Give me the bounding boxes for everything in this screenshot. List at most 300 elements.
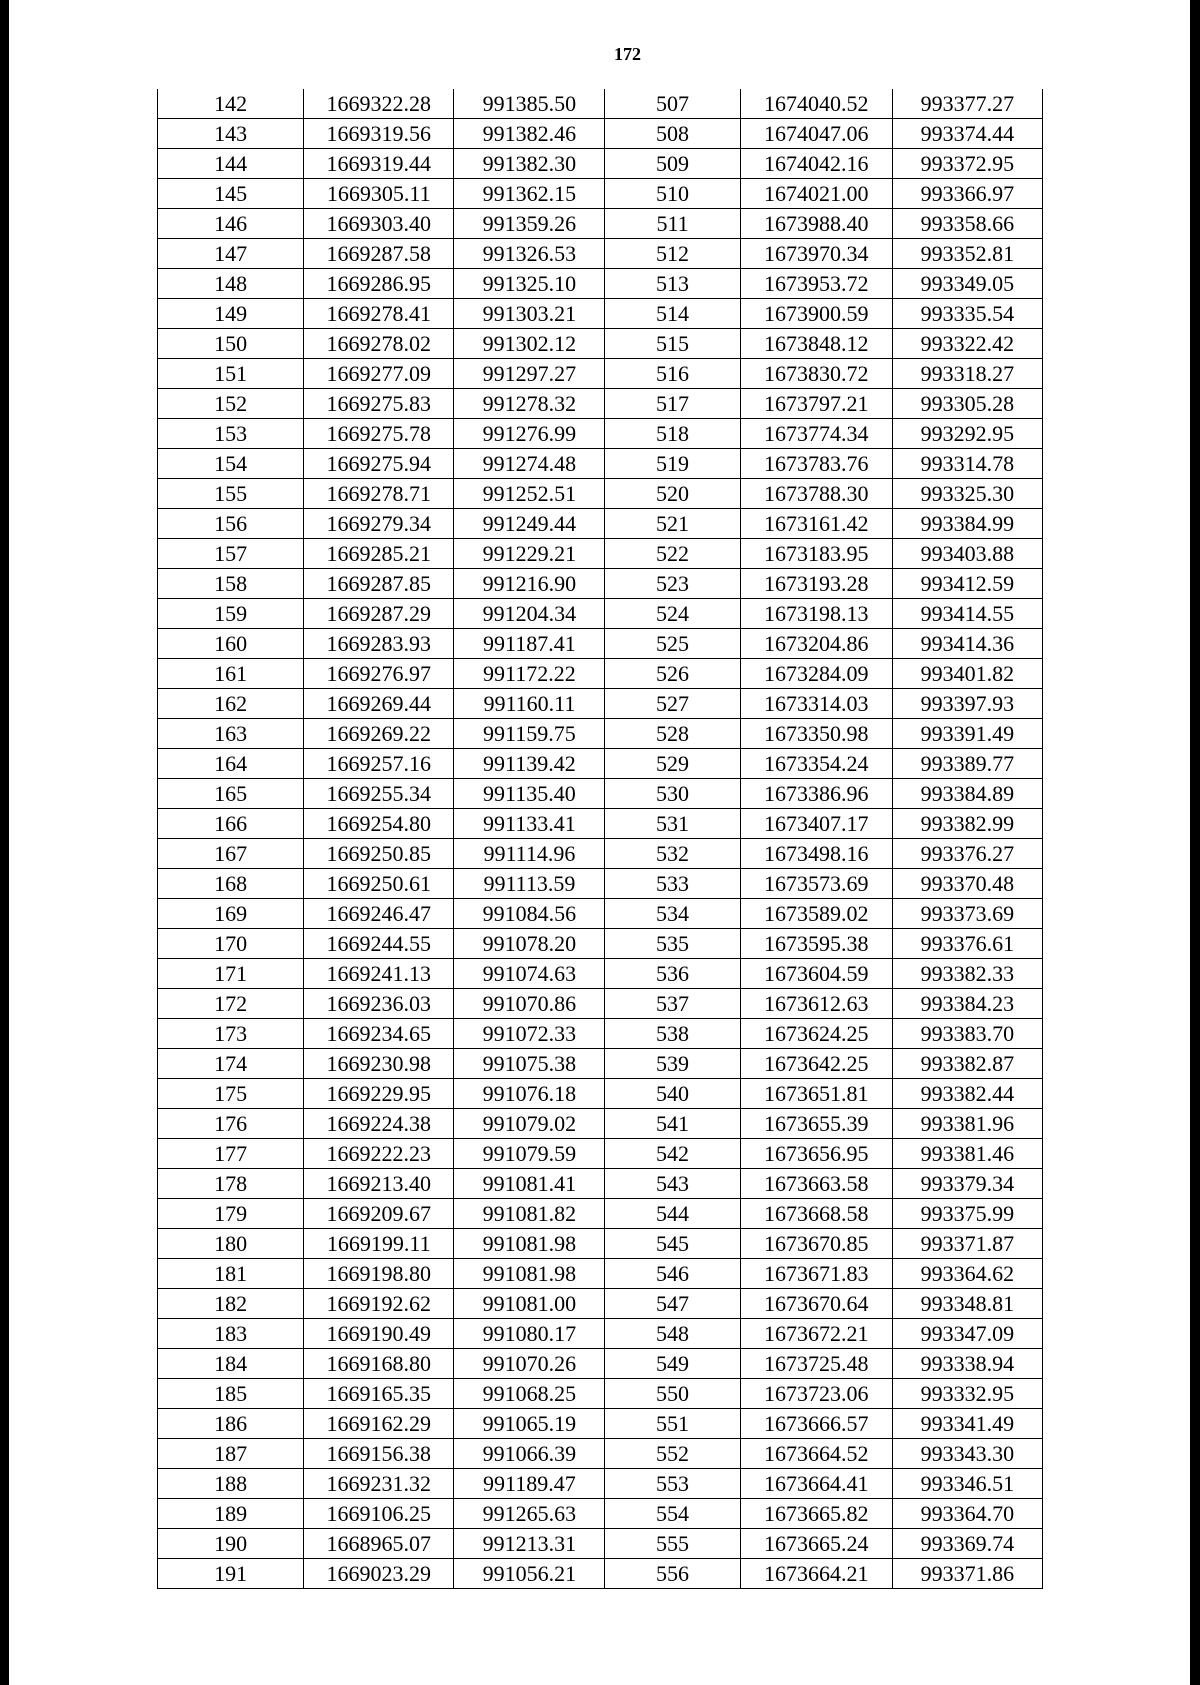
- point-id-cell: 509: [605, 149, 740, 179]
- y-coordinate-cell: 993375.99: [892, 1199, 1042, 1229]
- y-coordinate-cell: 993318.27: [892, 359, 1042, 389]
- x-coordinate-cell: 1674042.16: [740, 149, 892, 179]
- point-id-cell: 546: [605, 1259, 740, 1289]
- point-id-cell: 518: [605, 419, 740, 449]
- y-coordinate-cell: 993382.33: [892, 959, 1042, 989]
- x-coordinate-cell: 1673198.13: [740, 599, 892, 629]
- y-coordinate-cell: 991139.42: [454, 749, 605, 779]
- x-coordinate-cell: 1673407.17: [740, 809, 892, 839]
- x-coordinate-cell: 1669276.97: [304, 659, 454, 689]
- point-id-cell: 508: [605, 119, 740, 149]
- y-coordinate-cell: 991056.21: [454, 1559, 605, 1589]
- y-coordinate-cell: 993389.77: [892, 749, 1042, 779]
- point-id-cell: 515: [605, 329, 740, 359]
- x-coordinate-cell: 1674021.00: [740, 179, 892, 209]
- table-row: [158, 569, 1043, 599]
- x-coordinate-cell: 1669287.29: [304, 599, 454, 629]
- x-coordinate-cell: 1673350.98: [740, 719, 892, 749]
- point-id-cell: 185: [158, 1379, 304, 1409]
- point-id-cell: 540: [605, 1079, 740, 1109]
- y-coordinate-cell: 993391.49: [892, 719, 1042, 749]
- x-coordinate-cell: 1669231.32: [304, 1469, 454, 1499]
- x-coordinate-cell: 1673900.59: [740, 299, 892, 329]
- y-coordinate-cell: 991278.32: [454, 389, 605, 419]
- x-coordinate-cell: 1669246.47: [304, 899, 454, 929]
- y-coordinate-cell: 993376.27: [892, 839, 1042, 869]
- y-coordinate-cell: 993382.44: [892, 1079, 1042, 1109]
- y-coordinate-cell: 991065.19: [454, 1409, 605, 1439]
- x-coordinate-cell: 1669190.49: [304, 1319, 454, 1349]
- table-row: [158, 1289, 1043, 1319]
- y-coordinate-cell: 993373.69: [892, 899, 1042, 929]
- x-coordinate-cell: 1673797.21: [740, 389, 892, 419]
- point-id-cell: 151: [158, 359, 304, 389]
- x-coordinate-cell: 1673664.52: [740, 1439, 892, 1469]
- x-coordinate-cell: 1674047.06: [740, 119, 892, 149]
- table-row: [158, 479, 1043, 509]
- point-id-cell: 530: [605, 779, 740, 809]
- x-coordinate-cell: 1669234.65: [304, 1019, 454, 1049]
- point-id-cell: 168: [158, 869, 304, 899]
- y-coordinate-cell: 993384.23: [892, 989, 1042, 1019]
- point-id-cell: 520: [605, 479, 740, 509]
- table-row: [158, 1409, 1043, 1439]
- x-coordinate-cell: 1673774.34: [740, 419, 892, 449]
- y-coordinate-cell: 991187.41: [454, 629, 605, 659]
- x-coordinate-cell: 1673573.69: [740, 869, 892, 899]
- y-coordinate-cell: 991326.53: [454, 239, 605, 269]
- x-coordinate-cell: 1669305.11: [304, 179, 454, 209]
- point-id-cell: 163: [158, 719, 304, 749]
- table-row: [158, 1139, 1043, 1169]
- x-coordinate-cell: 1673670.64: [740, 1289, 892, 1319]
- y-coordinate-cell: 993349.05: [892, 269, 1042, 299]
- point-id-cell: 172: [158, 989, 304, 1019]
- point-id-cell: 146: [158, 209, 304, 239]
- y-coordinate-cell: 993341.49: [892, 1409, 1042, 1439]
- table-row: [158, 1259, 1043, 1289]
- y-coordinate-cell: 993384.89: [892, 779, 1042, 809]
- point-id-cell: 184: [158, 1349, 304, 1379]
- point-id-cell: 510: [605, 179, 740, 209]
- point-id-cell: 156: [158, 509, 304, 539]
- point-id-cell: 143: [158, 119, 304, 149]
- y-coordinate-cell: 991276.99: [454, 419, 605, 449]
- table-row: [158, 899, 1043, 929]
- point-id-cell: 175: [158, 1079, 304, 1109]
- x-coordinate-cell: 1669168.80: [304, 1349, 454, 1379]
- y-coordinate-cell: 991081.98: [454, 1229, 605, 1259]
- x-coordinate-cell: 1673589.02: [740, 899, 892, 929]
- x-coordinate-cell: 1669209.67: [304, 1199, 454, 1229]
- y-coordinate-cell: 991079.02: [454, 1109, 605, 1139]
- point-id-cell: 186: [158, 1409, 304, 1439]
- point-id-cell: 522: [605, 539, 740, 569]
- y-coordinate-cell: 991080.17: [454, 1319, 605, 1349]
- table-row: [158, 1469, 1043, 1499]
- point-id-cell: 523: [605, 569, 740, 599]
- x-coordinate-cell: 1673604.59: [740, 959, 892, 989]
- y-coordinate-cell: 991135.40: [454, 779, 605, 809]
- table-row: [158, 1439, 1043, 1469]
- y-coordinate-cell: 991172.22: [454, 659, 605, 689]
- table-row: [158, 869, 1043, 899]
- x-coordinate-cell: 1669277.09: [304, 359, 454, 389]
- x-coordinate-cell: 1673830.72: [740, 359, 892, 389]
- x-coordinate-cell: 1669213.40: [304, 1169, 454, 1199]
- point-id-cell: 183: [158, 1319, 304, 1349]
- x-coordinate-cell: 1673665.24: [740, 1529, 892, 1559]
- y-coordinate-cell: 993377.27: [892, 89, 1042, 119]
- x-coordinate-cell: 1669287.85: [304, 569, 454, 599]
- x-coordinate-cell: 1673498.16: [740, 839, 892, 869]
- y-coordinate-cell: 993382.99: [892, 809, 1042, 839]
- table-row: [158, 599, 1043, 629]
- point-id-cell: 166: [158, 809, 304, 839]
- point-id-cell: 145: [158, 179, 304, 209]
- point-id-cell: 544: [605, 1199, 740, 1229]
- x-coordinate-cell: 1669275.78: [304, 419, 454, 449]
- point-id-cell: 525: [605, 629, 740, 659]
- point-id-cell: 189: [158, 1499, 304, 1529]
- y-coordinate-cell: 991066.39: [454, 1439, 605, 1469]
- y-coordinate-cell: 993314.78: [892, 449, 1042, 479]
- y-coordinate-cell: 993381.46: [892, 1139, 1042, 1169]
- y-coordinate-cell: 991325.10: [454, 269, 605, 299]
- table-row: [158, 179, 1043, 209]
- point-id-cell: 182: [158, 1289, 304, 1319]
- y-coordinate-cell: 991265.63: [454, 1499, 605, 1529]
- x-coordinate-cell: 1669269.44: [304, 689, 454, 719]
- y-coordinate-cell: 993369.74: [892, 1529, 1042, 1559]
- y-coordinate-cell: 993352.81: [892, 239, 1042, 269]
- point-id-cell: 150: [158, 329, 304, 359]
- x-coordinate-cell: 1669241.13: [304, 959, 454, 989]
- x-coordinate-cell: 1673624.25: [740, 1019, 892, 1049]
- x-coordinate-cell: 1669192.62: [304, 1289, 454, 1319]
- x-coordinate-cell: 1673183.95: [740, 539, 892, 569]
- x-coordinate-cell: 1669250.85: [304, 839, 454, 869]
- table-row: [158, 419, 1043, 449]
- x-coordinate-cell: 1669279.34: [304, 509, 454, 539]
- point-id-cell: 159: [158, 599, 304, 629]
- point-id-cell: 519: [605, 449, 740, 479]
- table-row: [158, 1319, 1043, 1349]
- x-coordinate-cell: 1669269.22: [304, 719, 454, 749]
- x-coordinate-cell: 1673651.81: [740, 1079, 892, 1109]
- y-coordinate-cell: 991070.86: [454, 989, 605, 1019]
- point-id-cell: 157: [158, 539, 304, 569]
- y-coordinate-cell: 993376.61: [892, 929, 1042, 959]
- table-row: [158, 659, 1043, 689]
- x-coordinate-cell: 1673670.85: [740, 1229, 892, 1259]
- point-id-cell: 543: [605, 1169, 740, 1199]
- y-coordinate-cell: 993364.62: [892, 1259, 1042, 1289]
- y-coordinate-cell: 993372.95: [892, 149, 1042, 179]
- x-coordinate-cell: 1673953.72: [740, 269, 892, 299]
- x-coordinate-cell: 1669278.41: [304, 299, 454, 329]
- table-row: [158, 1199, 1043, 1229]
- point-id-cell: 532: [605, 839, 740, 869]
- point-id-cell: 539: [605, 1049, 740, 1079]
- y-coordinate-cell: 993366.97: [892, 179, 1042, 209]
- y-coordinate-cell: 991114.96: [454, 839, 605, 869]
- x-coordinate-cell: 1673642.25: [740, 1049, 892, 1079]
- table-row: [158, 1169, 1043, 1199]
- x-coordinate-cell: 1669106.25: [304, 1499, 454, 1529]
- table-row: [158, 779, 1043, 809]
- point-id-cell: 549: [605, 1349, 740, 1379]
- point-id-cell: 512: [605, 239, 740, 269]
- x-coordinate-cell: 1673848.12: [740, 329, 892, 359]
- point-id-cell: 170: [158, 929, 304, 959]
- x-coordinate-cell: 1673783.76: [740, 449, 892, 479]
- point-id-cell: 148: [158, 269, 304, 299]
- table-row: [158, 1019, 1043, 1049]
- x-coordinate-cell: 1669198.80: [304, 1259, 454, 1289]
- y-coordinate-cell: 993332.95: [892, 1379, 1042, 1409]
- point-id-cell: 545: [605, 1229, 740, 1259]
- table-row: [158, 1109, 1043, 1139]
- table-row: [158, 989, 1043, 1019]
- x-coordinate-cell: 1669229.95: [304, 1079, 454, 1109]
- point-id-cell: 542: [605, 1139, 740, 1169]
- point-id-cell: 188: [158, 1469, 304, 1499]
- point-id-cell: 165: [158, 779, 304, 809]
- x-coordinate-cell: 1673314.03: [740, 689, 892, 719]
- table-row: [158, 839, 1043, 869]
- x-coordinate-cell: 1669230.98: [304, 1049, 454, 1079]
- point-id-cell: 531: [605, 809, 740, 839]
- x-coordinate-cell: 1669278.02: [304, 329, 454, 359]
- x-coordinate-cell: 1673595.38: [740, 929, 892, 959]
- point-id-cell: 534: [605, 899, 740, 929]
- y-coordinate-cell: 991076.18: [454, 1079, 605, 1109]
- x-coordinate-cell: 1673788.30: [740, 479, 892, 509]
- x-coordinate-cell: 1669254.80: [304, 809, 454, 839]
- point-id-cell: 161: [158, 659, 304, 689]
- x-coordinate-cell: 1669275.83: [304, 389, 454, 419]
- x-coordinate-cell: 1669303.40: [304, 209, 454, 239]
- point-id-cell: 507: [605, 89, 740, 119]
- x-coordinate-cell: 1669244.55: [304, 929, 454, 959]
- y-coordinate-cell: 991297.27: [454, 359, 605, 389]
- y-coordinate-cell: 991074.63: [454, 959, 605, 989]
- x-coordinate-cell: 1669283.93: [304, 629, 454, 659]
- y-coordinate-cell: 991204.34: [454, 599, 605, 629]
- x-coordinate-cell: 1669285.21: [304, 539, 454, 569]
- point-id-cell: 144: [158, 149, 304, 179]
- table-row: [158, 1229, 1043, 1259]
- x-coordinate-cell: 1668965.07: [304, 1529, 454, 1559]
- y-coordinate-cell: 991068.25: [454, 1379, 605, 1409]
- x-coordinate-cell: 1669222.23: [304, 1139, 454, 1169]
- y-coordinate-cell: 993382.87: [892, 1049, 1042, 1079]
- point-id-cell: 152: [158, 389, 304, 419]
- y-coordinate-cell: 993371.87: [892, 1229, 1042, 1259]
- table-row: [158, 329, 1043, 359]
- x-coordinate-cell: 1673666.57: [740, 1409, 892, 1439]
- y-coordinate-cell: 991081.41: [454, 1169, 605, 1199]
- y-coordinate-cell: 991302.12: [454, 329, 605, 359]
- x-coordinate-cell: 1673664.41: [740, 1469, 892, 1499]
- coordinates-table-body: [158, 89, 1043, 1589]
- y-coordinate-cell: 993371.86: [892, 1559, 1042, 1589]
- point-id-cell: 521: [605, 509, 740, 539]
- y-coordinate-cell: 991084.56: [454, 899, 605, 929]
- y-coordinate-cell: 991079.59: [454, 1139, 605, 1169]
- y-coordinate-cell: 993379.34: [892, 1169, 1042, 1199]
- point-id-cell: 190: [158, 1529, 304, 1559]
- y-coordinate-cell: 991216.90: [454, 569, 605, 599]
- table-row: [158, 1079, 1043, 1109]
- table-row: [158, 959, 1043, 989]
- point-id-cell: 153: [158, 419, 304, 449]
- table-row: [158, 389, 1043, 419]
- y-coordinate-cell: 993347.09: [892, 1319, 1042, 1349]
- x-coordinate-cell: 1669199.11: [304, 1229, 454, 1259]
- table-row: [158, 509, 1043, 539]
- x-coordinate-cell: 1669162.29: [304, 1409, 454, 1439]
- x-coordinate-cell: 1669224.38: [304, 1109, 454, 1139]
- x-coordinate-cell: 1669257.16: [304, 749, 454, 779]
- x-coordinate-cell: 1669023.29: [304, 1559, 454, 1589]
- point-id-cell: 173: [158, 1019, 304, 1049]
- y-coordinate-cell: 991081.00: [454, 1289, 605, 1319]
- x-coordinate-cell: 1673664.21: [740, 1559, 892, 1589]
- x-coordinate-cell: 1669165.35: [304, 1379, 454, 1409]
- table-row: [158, 1499, 1043, 1529]
- y-coordinate-cell: 991362.15: [454, 179, 605, 209]
- y-coordinate-cell: 993384.99: [892, 509, 1042, 539]
- point-id-cell: 547: [605, 1289, 740, 1319]
- table-row: [158, 1529, 1043, 1559]
- table-row: [158, 209, 1043, 239]
- table-row: [158, 239, 1043, 269]
- table-row: [158, 269, 1043, 299]
- point-id-cell: 187: [158, 1439, 304, 1469]
- point-id-cell: 162: [158, 689, 304, 719]
- table-row: [158, 359, 1043, 389]
- scan-edge-left: [0, 0, 9, 1685]
- y-coordinate-cell: 991382.46: [454, 119, 605, 149]
- x-coordinate-cell: 1673354.24: [740, 749, 892, 779]
- point-id-cell: 554: [605, 1499, 740, 1529]
- y-coordinate-cell: 993305.28: [892, 389, 1042, 419]
- y-coordinate-cell: 991382.30: [454, 149, 605, 179]
- y-coordinate-cell: 991160.11: [454, 689, 605, 719]
- y-coordinate-cell: 993383.70: [892, 1019, 1042, 1049]
- x-coordinate-cell: 1669286.95: [304, 269, 454, 299]
- y-coordinate-cell: 991081.98: [454, 1259, 605, 1289]
- x-coordinate-cell: 1673284.09: [740, 659, 892, 689]
- table-row: [158, 629, 1043, 659]
- x-coordinate-cell: 1673663.58: [740, 1169, 892, 1199]
- point-id-cell: 149: [158, 299, 304, 329]
- point-id-cell: 169: [158, 899, 304, 929]
- point-id-cell: 154: [158, 449, 304, 479]
- y-coordinate-cell: 991072.33: [454, 1019, 605, 1049]
- x-coordinate-cell: 1673988.40: [740, 209, 892, 239]
- point-id-cell: 536: [605, 959, 740, 989]
- y-coordinate-cell: 991113.59: [454, 869, 605, 899]
- x-coordinate-cell: 1673672.21: [740, 1319, 892, 1349]
- y-coordinate-cell: 991359.26: [454, 209, 605, 239]
- table-row: [158, 299, 1043, 329]
- x-coordinate-cell: 1669287.58: [304, 239, 454, 269]
- point-id-cell: 541: [605, 1109, 740, 1139]
- y-coordinate-cell: 991249.44: [454, 509, 605, 539]
- y-coordinate-cell: 991252.51: [454, 479, 605, 509]
- point-id-cell: 516: [605, 359, 740, 389]
- x-coordinate-cell: 1673671.83: [740, 1259, 892, 1289]
- x-coordinate-cell: 1674040.52: [740, 89, 892, 119]
- table-row: [158, 929, 1043, 959]
- x-coordinate-cell: 1669319.44: [304, 149, 454, 179]
- table-row: [158, 1559, 1043, 1589]
- y-coordinate-cell: 993322.42: [892, 329, 1042, 359]
- point-id-cell: 555: [605, 1529, 740, 1559]
- x-coordinate-cell: 1673668.58: [740, 1199, 892, 1229]
- point-id-cell: 177: [158, 1139, 304, 1169]
- y-coordinate-cell: 991385.50: [454, 89, 605, 119]
- x-coordinate-cell: 1669278.71: [304, 479, 454, 509]
- point-id-cell: 174: [158, 1049, 304, 1079]
- y-coordinate-cell: 993370.48: [892, 869, 1042, 899]
- point-id-cell: 556: [605, 1559, 740, 1589]
- point-id-cell: 171: [158, 959, 304, 989]
- y-coordinate-cell: 993381.96: [892, 1109, 1042, 1139]
- point-id-cell: 164: [158, 749, 304, 779]
- table-row: [158, 1049, 1043, 1079]
- y-coordinate-cell: 993335.54: [892, 299, 1042, 329]
- y-coordinate-cell: 991274.48: [454, 449, 605, 479]
- point-id-cell: 517: [605, 389, 740, 419]
- x-coordinate-cell: 1673386.96: [740, 779, 892, 809]
- x-coordinate-cell: 1673970.34: [740, 239, 892, 269]
- y-coordinate-cell: 993348.81: [892, 1289, 1042, 1319]
- point-id-cell: 524: [605, 599, 740, 629]
- point-id-cell: 167: [158, 839, 304, 869]
- x-coordinate-cell: 1673656.95: [740, 1139, 892, 1169]
- table-row: [158, 749, 1043, 779]
- y-coordinate-cell: 993346.51: [892, 1469, 1042, 1499]
- point-id-cell: 179: [158, 1199, 304, 1229]
- point-id-cell: 553: [605, 1469, 740, 1499]
- point-id-cell: 176: [158, 1109, 304, 1139]
- y-coordinate-cell: 993401.82: [892, 659, 1042, 689]
- point-id-cell: 527: [605, 689, 740, 719]
- y-coordinate-cell: 991070.26: [454, 1349, 605, 1379]
- point-id-cell: 535: [605, 929, 740, 959]
- table-row: [158, 719, 1043, 749]
- table-row: [158, 1349, 1043, 1379]
- table-row: [158, 149, 1043, 179]
- table-row: [158, 449, 1043, 479]
- y-coordinate-cell: 993403.88: [892, 539, 1042, 569]
- point-id-cell: 526: [605, 659, 740, 689]
- x-coordinate-cell: 1669236.03: [304, 989, 454, 1019]
- y-coordinate-cell: 993414.36: [892, 629, 1042, 659]
- point-id-cell: 160: [158, 629, 304, 659]
- x-coordinate-cell: 1673723.06: [740, 1379, 892, 1409]
- scan-edge-right: [1190, 0, 1200, 1685]
- point-id-cell: 550: [605, 1379, 740, 1409]
- point-id-cell: 537: [605, 989, 740, 1019]
- table-row: [158, 539, 1043, 569]
- x-coordinate-cell: 1673655.39: [740, 1109, 892, 1139]
- coordinates-table: [157, 89, 1043, 1589]
